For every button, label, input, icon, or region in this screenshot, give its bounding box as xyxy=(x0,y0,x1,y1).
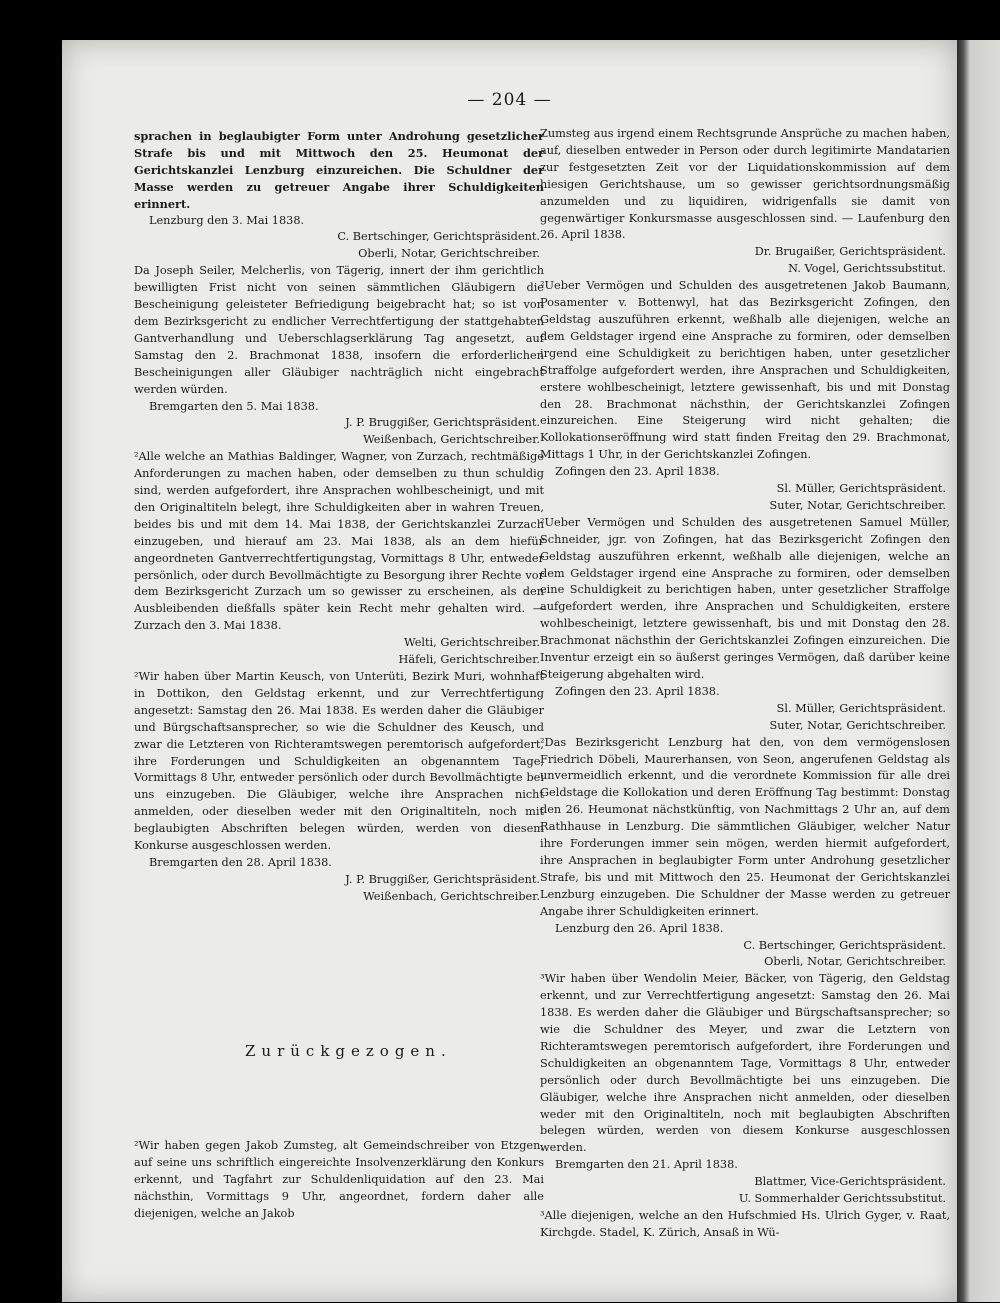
place-date: Zofingen den 23. April 1838. xyxy=(555,684,720,698)
signature: Sl. Müller, Gerichtspräsident. xyxy=(776,701,946,715)
signature: Oberli, Notar, Gerichtschreiber. xyxy=(764,955,946,969)
document-page xyxy=(62,40,957,1302)
notice-text: Zumsteg aus irgend einem Rechtsgrunde Ansprüche zu machen haben, auf, dieselben entweder in Person oder durch legitimirte Mandatarien zur festgesetzten Zeit vor der Liquidationskommission auf dem hiesigen Gerichtshause, um so gewisser gerichtsordnungsmäßig anzumelden und zu liquidiren, widrigenfalls sie damit von gegenwärtiger Konkursmasse ausgeschlossen sind. — Laufenburg den 26. April 1838. xyxy=(540,127,950,242)
signature: C. Bertschinger, Gerichtspräsident. xyxy=(743,938,946,952)
page-number: — 204 — xyxy=(467,90,552,110)
signature: Weißenbach, Gerichtschreiber. xyxy=(363,889,540,903)
place-date: Bremgarten den 28. April 1838. xyxy=(149,855,332,869)
signature: Suter, Notar, Gerichtschreiber. xyxy=(769,718,946,732)
notice-text: ²Ueber Vermögen und Schulden des ausgetretenen Samuel Müller, Schneider, jgr. von Zofingen, hat das Bezirksgericht Zofingen den Geldstag auszuführen erkennt, weßhalb alle diejenigen, welche an dem Geldstager irgend eine Ansprache zu formiren, oder demselben eine Schuldigkeit zu berichtigen haben, unter gesetzlicher Straffolge aufgefordert werden, ihre Ansprachen und Schuldigkeiten, erstere wohlbescheinigt, letztere gewissenhaft, bis und mit Donstag den 28. Brachmonat nächsthin der Gerichtskanzlei Zofingen einzureichen. Die Inventur erzeigt ein so äußerst geringes Vermögen, daß darüber keine Steigerung abgehalten wird. xyxy=(540,515,950,681)
notice-text: ³Alle diejenigen, welche an den Hufschmied Hs. Ulrich Gyger, v. Raat, Kirchgde. Stadel, K. Zürich, Ansaß in Wü- xyxy=(540,1209,950,1239)
signature: Häfeli, Gerichtschreiber. xyxy=(398,653,540,667)
adjacent-page-edge xyxy=(957,40,1000,1302)
signature: J. P. Bruggißer, Gerichtspräsident. xyxy=(345,416,540,430)
notice-text: sprachen in beglaubigter Form unter Androhung gesetzlicher Strafe bis und mit Mittwoch den 25. Heumonat der Gerichtskanzlei Lenzburg einzureichen. Die Schuldner der Masse werden zu getreuer Angabe ihrer Schuldigkeiten erinnert. xyxy=(134,129,544,211)
notice-text: ²Das Bezirksgericht Lenzburg hat den, von dem vermögenslosen Friedrich Döbeli, Maurerhansen, von Seon, angerufenen Geldstag als unvermeidlich erkennt, und die verordnete Kommission für alle drei Geldstage die Kollokation und deren Eröffnung Tag bestimmt: Donstag den 26. Heumonat nächstkünftig, von Nachmittags 2 Uhr an, auf dem Rathhause in Lenzburg. Die sämmtlichen Gläubiger, welcher Natur ihre Forderungen immer sein mögen, werden hiermit aufgefordert, ihre Ansprachen in beglaubigter Form unter Androhung gesetzlicher Strafe, bis und mit Mittwoch den 25. Heumonat der Gerichtskanzlei Lenzburg einzugeben. Die Schuldner der Masse werden zu getreuer Angabe ihrer Schuldigkeiten erinnert. xyxy=(540,735,950,918)
signature: U. Sommerhalder Gerichtssubstitut. xyxy=(738,1192,946,1206)
signature: J. P. Bruggißer, Gerichtspräsident. xyxy=(345,872,540,886)
left-column xyxy=(134,128,544,906)
right-column xyxy=(540,126,950,1242)
place-date: Lenzburg den 3. Mai 1838. xyxy=(149,213,305,227)
signature: Suter, Notar, Gerichtschreiber. xyxy=(769,498,946,512)
signature: N. Vogel, Gerichtssubstitut. xyxy=(788,262,946,276)
notice-text: Da Joseph Seiler, Melcherlis, von Tägerig, innert der ihm gerichtlich bewilligten Frist nicht von seinen sämmtlichen Gläubigern die Bescheinigung geleisteter Befriedigung beigebracht hat; so ist von dem Bezirksgericht zu endlicher Verrechtfertigung der stattgehabten Gantverhandlung und Ueberschlagserklärung Tag angesetzt, auf Samstag den 2. Brachmonat 1838, insofern die erforderlichen Bescheinigungen aller Gläubiger nachträglich nicht eingebracht werden würden. xyxy=(134,264,544,396)
signature: Dr. Brugaißer, Gerichtspräsident. xyxy=(754,245,946,259)
signature: Sl. Müller, Gerichtspräsident. xyxy=(776,482,946,496)
section-heading: Zurückgezogen. xyxy=(245,1042,452,1060)
left-column-bottom xyxy=(134,1138,544,1223)
place-date: Bremgarten den 21. April 1838. xyxy=(555,1158,738,1172)
signature: C. Bertschinger, Gerichtspräsident. xyxy=(337,230,540,244)
signature: Weißenbach, Gerichtschreiber. xyxy=(363,433,540,447)
notice-text: ³Wir haben über Wendolin Meier, Bäcker, von Tägerig, den Geldstag erkennt, und zur Verrechtfertigung angesetzt: Samstag den 26. Mai 1838. Es werden daher die Gläubiger und Bürgschaftsansprecher; so wie die Schuldner des Meyer, und zwar die Letztern von Richteramtswegen peremtorisch aufgefordert, ihre Forderungen und Schuldigkeiten an obgenanntem Tage, Vormittags 8 Uhr, entweder persönlich oder durch Bevollmächtigte bei uns einzugeben. Die Gläubiger, welche ihre Ansprachen nicht anmelden, oder dieselben weder mit den Originaltiteln, noch mit beglaubigten Abschriften belegen würden, werden von diesem Konkurse ausgeschlossen werden. xyxy=(540,972,950,1155)
signature: Blattmer, Vice-Gerichtspräsident. xyxy=(754,1175,946,1189)
place-date: Lenzburg den 26. April 1838. xyxy=(555,921,724,935)
notice-text: ²Alle welche an Mathias Baldinger, Wagner, von Zurzach, rechtmäßige Anforderungen zu machen haben, oder demselben zu thun schuldig sind, werden aufgefordert, ihre Ansprachen wohlbescheinigt, und mit den Originaltiteln belegt, ihre Schuldigkeiten aber in wahren Treuen, beides bis und mit dem 14. Mai 1838, der Gerichtskanzlei Zurzach einzugeben, und hierauf am 23. Mai 1838, als an dem hiefür angeordneten Gantverrechtfertigungstag, Vormittags 8 Uhr, entweder persönlich, oder durch Bevollmächtigte zu Besorgung ihrer Rechte vor dem Bezirksgericht Zurzach um so gewisser zu erscheinen, als den Ausbleibenden dießfalls später kein Recht mehr gehalten wird. — Zurzach den 3. Mai 1838. xyxy=(134,450,544,633)
place-date: Bremgarten den 5. Mai 1838. xyxy=(149,399,319,413)
notice-text: ²Ueber Vermögen und Schulden des ausgetretenen Jakob Baumann, Posamenter v. Bottenwyl, hat das Bezirksgericht Zofingen, den Geldstag auszuführen erkennt, weßhalb alle diejenigen, welche an dem Geldstager irgend eine Ansprache zu formiren, oder demselben irgend eine Schuldigkeit zu berichtigen haben, unter gesetzlicher Straffolge aufgefordert werden, ihre Ansprachen und Schuldigkeiten, erstere wohlbescheinigt, letztere gewissenhaft, bis und mit Donstag den 28. Brachmonat nächsthin, der Gerichtskanzlei Zofingen einzureichen. Eine Steigerung wird nicht gehalten; die Kollokationseröffnung wird statt finden Freitag den 29. Brachmonat, Mittags 1 Uhr, in der Gerichtskanzlei Zofingen. xyxy=(540,279,950,462)
signature: Oberli, Notar, Gerichtschreiber. xyxy=(358,247,540,261)
notice-text: ²Wir haben über Martin Keusch, von Unterüti, Bezirk Muri, wohnhaft in Dottikon, den Geldstag erkennt, und zur Verrechtfertigung angesetzt: Samstag den 26. Mai 1838. Es werden daher die Gläubiger und Bürgschaftsansprecher, so wie die Schuldner des Keusch, und zwar die Letzteren von Richteramtswegen peremtorisch aufgefordert, ihre Forderungen und Schuldigkeiten an obgenanntem Tage, Vormittags 8 Uhr, entweder persönlich oder durch Bevollmächtigte bei uns einzugeben. Die Gläubiger, welche ihre Ansprachen nicht anmelden, oder dieselben weder mit den Originaltiteln, noch mit beglaubigten Abschriften belegen würden, werden von diesem Konkurse ausgeschlossen werden. xyxy=(134,670,544,853)
place-date: Zofingen den 23. April 1838. xyxy=(555,465,720,479)
notice-text: ²Wir haben gegen Jakob Zumsteg, alt Gemeindschreiber von Etzgen, auf seine uns schriftlich eingereichte Insolvenzerklärung den Konkurs erkennt, und Tagfahrt zur Schuldenliquidation auf den 23. Mai nächsthin, Vormittags 9 Uhr, angeordnet, fordern daher alle diejenigen, welche an Jakob xyxy=(134,1139,544,1220)
signature: Welti, Gerichtschreiber. xyxy=(404,636,540,650)
